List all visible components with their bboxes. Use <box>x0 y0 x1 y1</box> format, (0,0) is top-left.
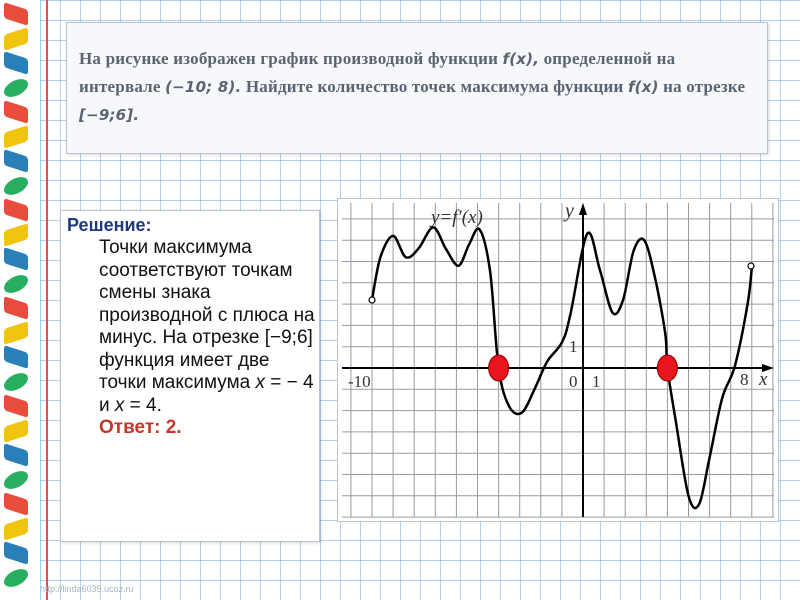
open-endpoint-right <box>748 263 754 269</box>
task-segment: [−9;6]. <box>79 106 140 124</box>
pencil-bead <box>4 272 28 296</box>
pencil-bead <box>4 370 28 394</box>
open-endpoint-left <box>369 297 375 303</box>
curve-label: y=f′(x) <box>431 207 483 228</box>
graph-grid <box>342 203 774 517</box>
tick-0: 0 <box>569 372 578 391</box>
task-panel <box>66 22 768 154</box>
pencil-bead <box>4 27 28 51</box>
task-text-part: Найдите количество точек максимума функции <box>241 77 628 96</box>
pencil-bead <box>4 394 28 418</box>
solution-var: x <box>114 394 125 416</box>
pencil-bead <box>4 174 28 198</box>
graph-svg <box>338 199 778 521</box>
y-axis-label: y <box>565 200 574 222</box>
derivative-graph <box>337 198 779 522</box>
task-text <box>79 45 759 129</box>
solution-answer: Ответ: 2. <box>99 417 182 438</box>
solution-value: = − 4 <box>264 372 314 393</box>
pencil-bead <box>4 321 28 345</box>
task-text-part: определенной на интервале <box>79 49 676 96</box>
pencil-bead <box>4 198 28 222</box>
solution-panel <box>60 210 320 542</box>
tick-minus10: -10 <box>348 372 371 391</box>
pencil-bead <box>4 419 28 443</box>
task-fx: f(x), <box>502 50 540 68</box>
tick-1-y: 1 <box>569 337 578 356</box>
solution-text: Точки максимума соответствуют точкам смены знака производной с плюса на минус. На отрезке [−9;6] функция имеет две точки максимума <box>99 237 315 393</box>
task-fx: f(x) <box>627 78 659 96</box>
solution-text: и <box>99 394 115 416</box>
y-axis-arrow <box>579 203 587 215</box>
solution-value: = 4. <box>124 394 162 416</box>
task-interval: (−10; 8). <box>165 78 242 96</box>
tick-1-x: 1 <box>592 372 601 391</box>
watermark: http://linda6035.ucoz.ru <box>40 584 134 594</box>
pencil-bead <box>4 566 28 590</box>
x-axis-label: x <box>759 369 768 390</box>
pencil-bead <box>4 149 28 173</box>
pencil-bead <box>4 51 28 75</box>
pencil-bead <box>4 100 28 124</box>
decorative-pencil-strip <box>0 0 40 600</box>
pencil-bead <box>4 541 28 565</box>
pencil-bead <box>4 223 28 247</box>
pencil-bead <box>4 76 28 100</box>
pencil-bead <box>4 296 28 320</box>
solution-title: Решение: <box>67 215 152 235</box>
pencil-bead <box>4 125 28 149</box>
pencil-bead <box>4 443 28 467</box>
solution-var: x <box>255 372 265 393</box>
margin-line <box>46 0 48 600</box>
tick-8: 8 <box>740 370 749 389</box>
pencil-bead <box>4 247 28 271</box>
task-text-part: На рисунке изображен график производной функции <box>79 49 503 68</box>
max-point-marker <box>657 355 677 381</box>
max-point-marker <box>489 355 509 381</box>
solution-body <box>99 237 315 440</box>
pencil-bead <box>4 2 28 26</box>
pencil-bead <box>4 517 28 541</box>
pencil-bead <box>4 345 28 369</box>
pencil-bead <box>4 468 28 492</box>
task-text-part: на отрезке <box>658 77 746 96</box>
pencil-bead <box>4 492 28 516</box>
